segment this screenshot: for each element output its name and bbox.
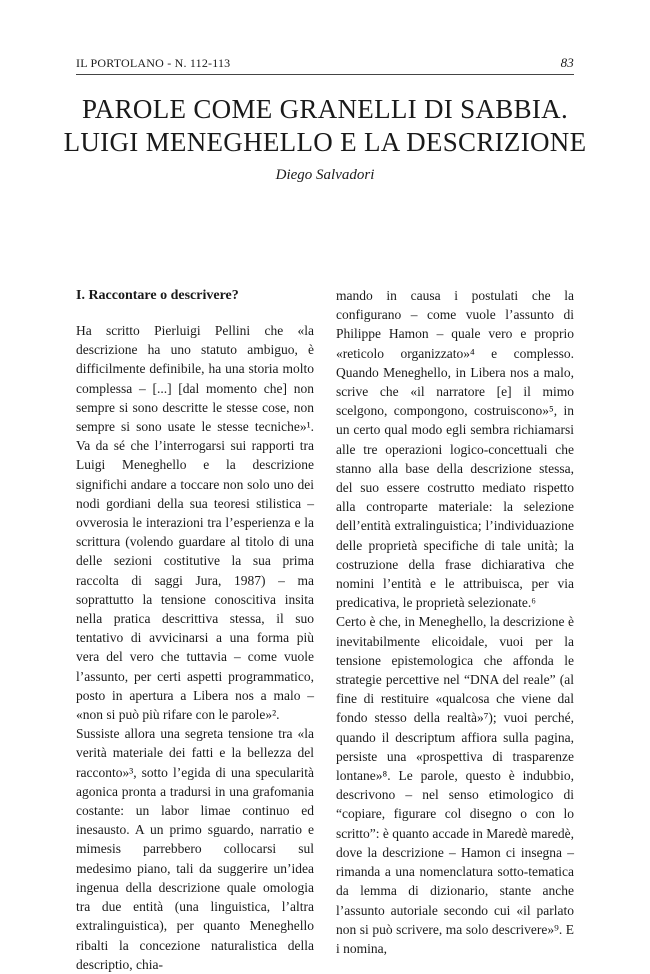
header-rule <box>76 74 574 75</box>
author-name: Diego Salvadori <box>275 167 375 183</box>
left-paragraph-1: Ha scritto Pierluigi Pellini che «la descrizione ha uno statuto ambiguo, è difficilmente definibile, ha una storia molto complessa – [...] [dal momento che] non sempre si sono descritte le stesse cose, non sempre si sono usate le stesse tecniche»¹. Va da sé che l’interrogarsi sui rapporti tra Luigi Meneghello e la descrizione significhi andare a toccare non solo uno dei nodi gordiani della sua teoresi stilistica – ovverosia le interazioni tra l’esperienza e la scrittura (volendo guardare al titolo di una delle sezioni costitutive la sua prima raccolta di saggi Jura, 1987) – ma soprattutto la tensione conoscitiva insita nella pratica descrittiva stessa, il suo tentativo di avvicinarsi a una forma più vera del vero che tuttavia – come vuole l’assunto, per certi aspetti programmatico, posto in apertura a Libera nos a malo – «non si può più rifare con le parole»². <box>76 323 314 723</box>
section-heading: I. Raccontare o descrivere? <box>76 288 239 303</box>
title-line-2: LUIGI MENEGHELLO E LA DESCRIZIONE <box>63 127 587 157</box>
left-paragraph-2: Sussiste allora una segreta tensione tra «la verità materiale dei fatti e la bellezza del racconto»³, sotto l’egida di una specularità agonica pronta a tradursi in una grafomania costante: un labor limae continuo ed inesausto. A un primo sguardo, narratio e mimesis parrebbero collocarsi sul medesimo piano, tali da suggerire un’idea ingenua della descrizione quale omologia tra due entità (una linguistica, l’altra extralinguistica), per quanto Meneghello ribalti la concezione naturalistica della descriptio, chia- <box>76 726 314 972</box>
running-head <box>76 55 574 71</box>
right-paragraph-2: Certo è che, in Meneghello, la descrizione è inevitabilmente elicoidale, vuoi per la tensione epistemologica che affonda le strategie percettive nel “DNA del reale” (al fine di restituire «qualcosa che viene dal fondo stesso della realtà»⁷); vuoi perché, quando il descriptum affiora sulla pagina, persiste una «prospettiva di trasparenze lontane»⁸. Le parole, questo è indubbio, descrivono – nel senso etimologico di “copiare, figurare col disegno o con lo scritto”: è quanto accade in Maredè maredè, dove la descrizione – Hamon ci insegna – rimanda a una nomenclatura sotto-tematica da lemma di dizionario, stante anche l’assunto autoriale secondo cui «il parlato non si può scrivere, ma solo descrivere»⁹. E i nomina, <box>336 614 575 956</box>
left-column <box>76 286 314 974</box>
right-paragraph-1: mando in causa i postulati che la configurano – come vuole l’assunto di Philippe Hamon – quale vero e proprio «reticolo organizzato»⁴ e complesso. Quando Meneghello, in Libera nos a malo, scrive che «il narratore [e] il mimo scelgono, compongono, costruiscono»⁵, in un certo qual modo egli sembra richiamarsi alle tre operazioni logico-concettuali che stanno alla base della descrizione stessa, del suo essere costrutto mediato rispetto alla controparte materiale: la selezione dell’entità extralinguistica; l’individuazione delle proprietà specifiche di tale unità; la costruzione della frase dichiarativa che nomini l’entità e le attribuisca, per via predicativa, le proprietà selezionate.⁶ <box>336 288 574 611</box>
title-line-1: PAROLE COME GRANELLI DI SABBIA. <box>81 94 569 124</box>
right-column <box>336 286 574 958</box>
page-number: 83 <box>560 55 574 70</box>
journal-name: IL PORTOLANO - N. 112-113 <box>76 56 231 70</box>
article-title <box>40 93 610 159</box>
